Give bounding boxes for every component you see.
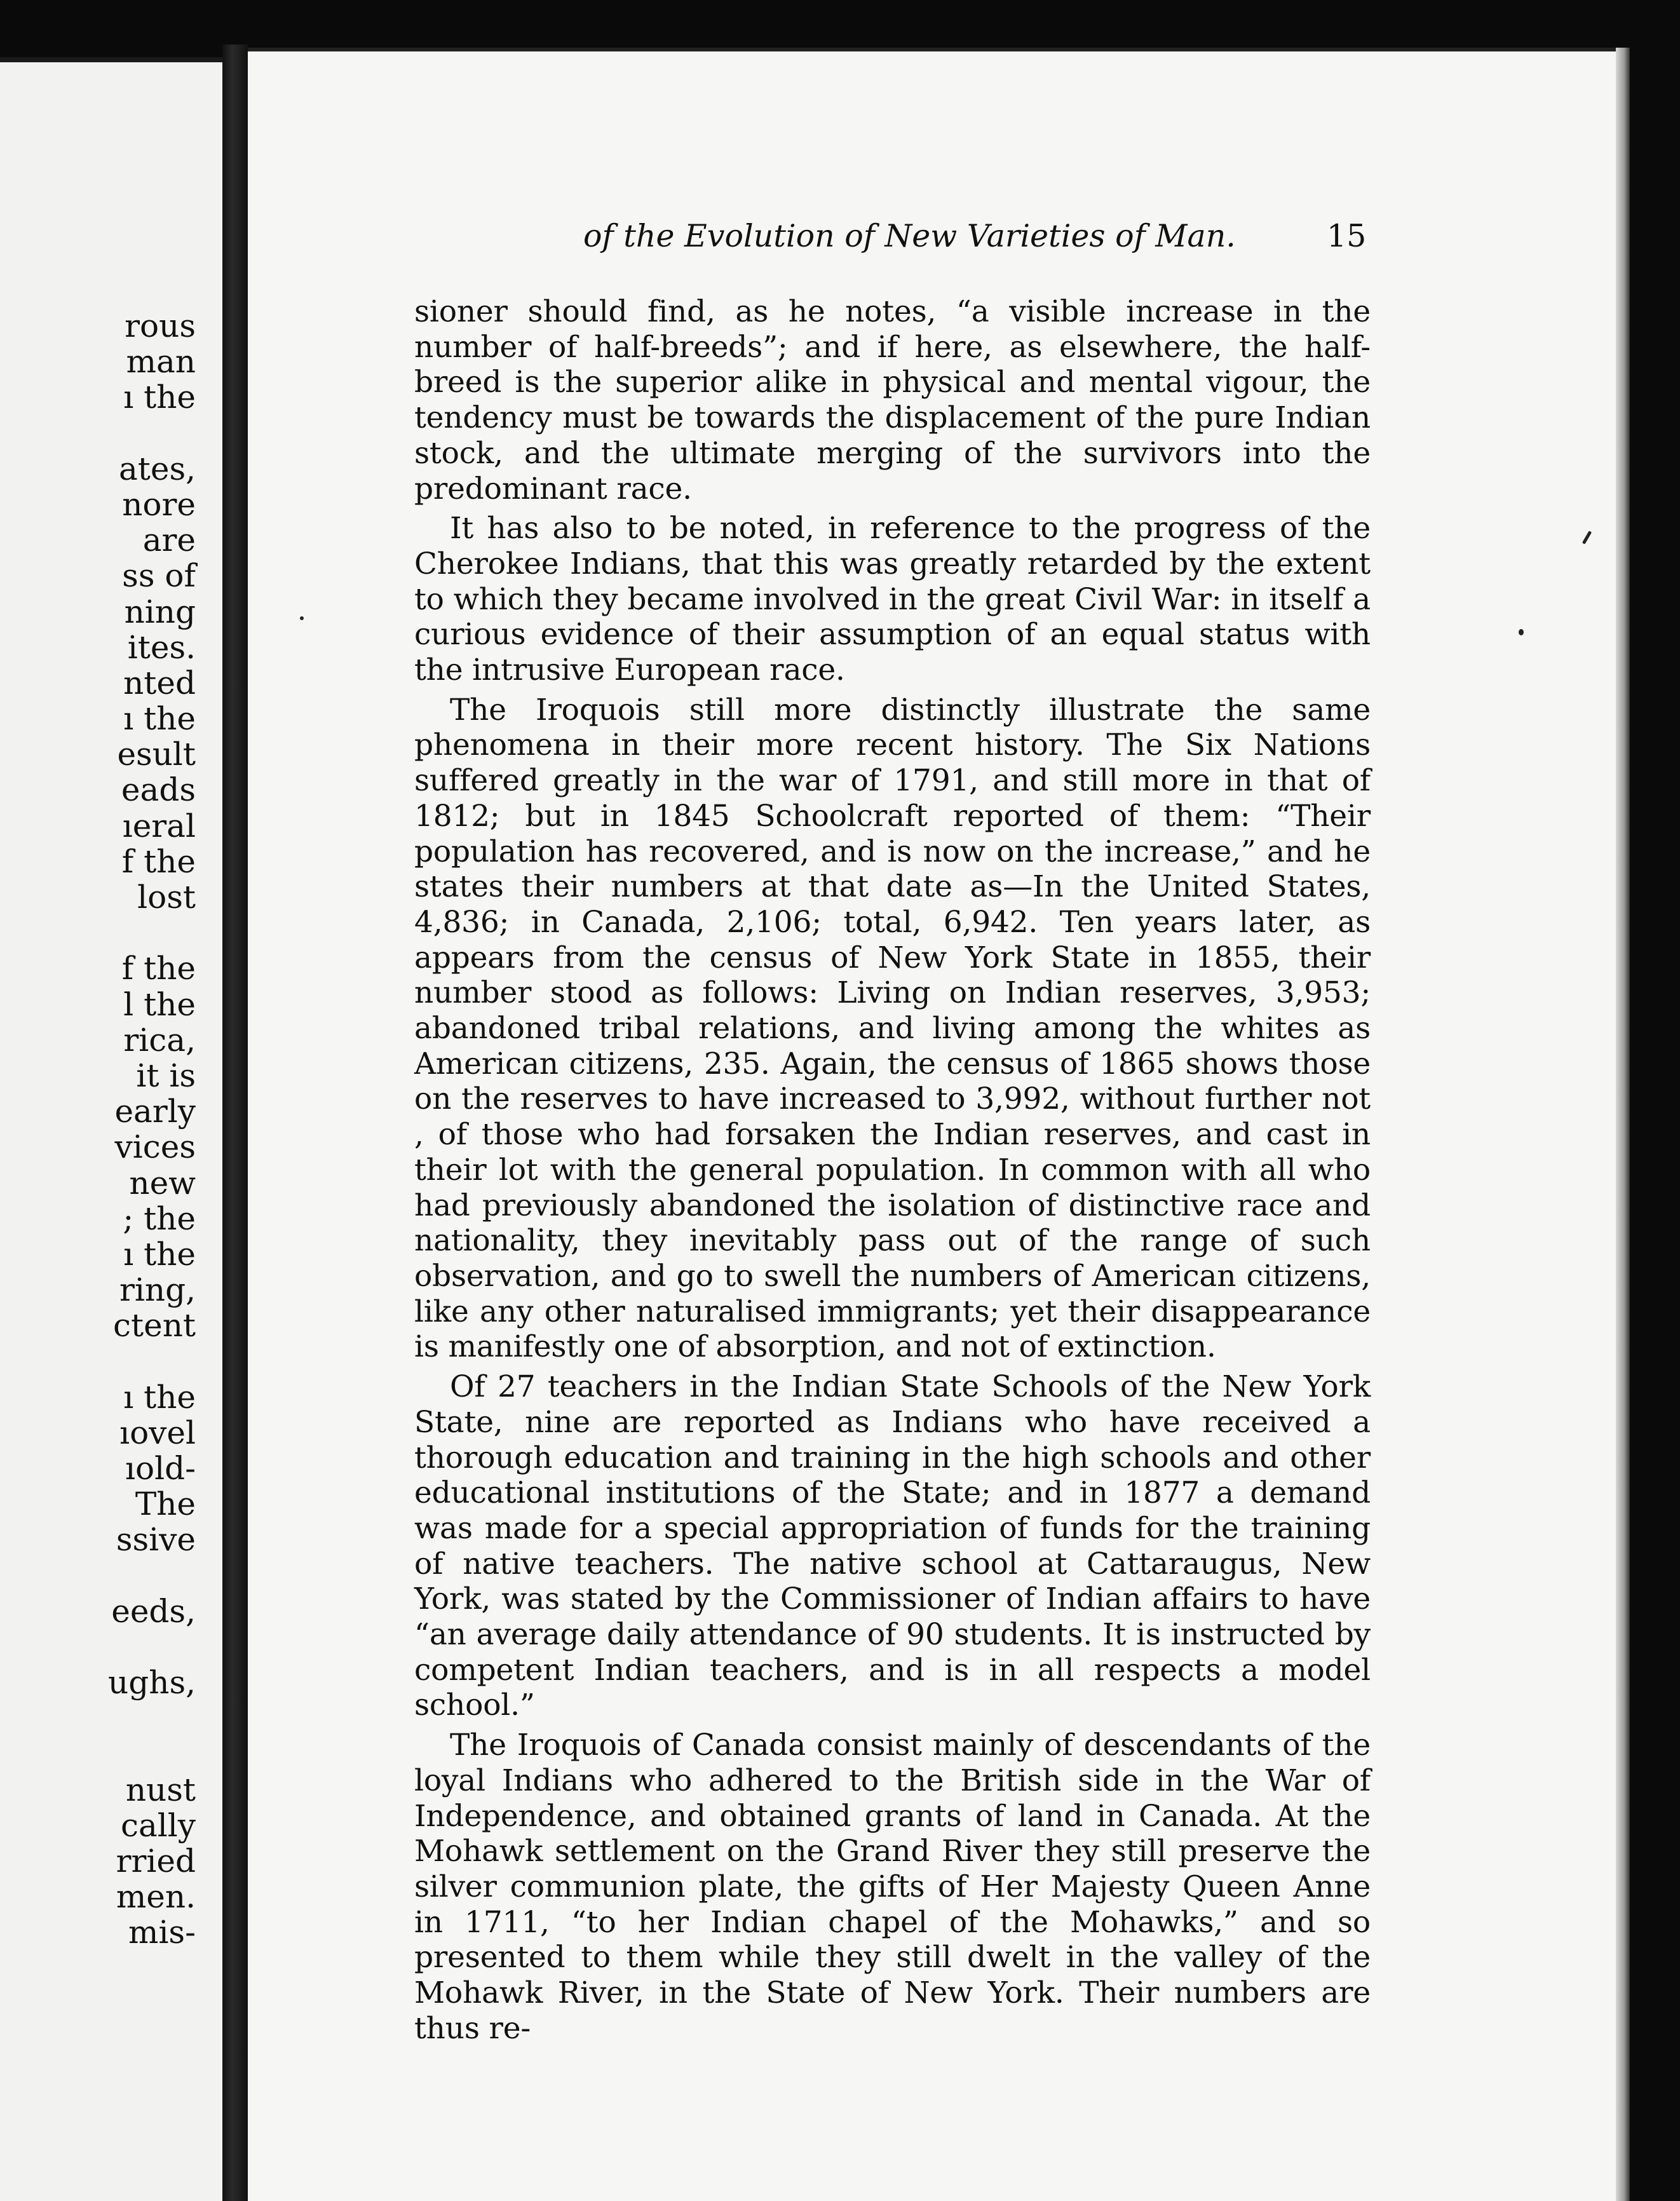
- left-page-line-fragment: ctent: [113, 1307, 196, 1344]
- left-page-line-fragment: ı the: [123, 379, 196, 416]
- left-page-line-fragment: it is: [136, 1057, 196, 1094]
- left-page-line-fragment: ates,: [118, 450, 196, 487]
- left-page-line-fragment: ring,: [119, 1271, 196, 1309]
- left-page-line-fragment: [108, 1737, 196, 1772]
- left-page-line-fragment: f the: [121, 843, 196, 880]
- right-page-fore-edge: [1616, 48, 1630, 2201]
- left-page-line-fragment: ughs,: [108, 1664, 196, 1702]
- left-page-top-edge: [0, 57, 222, 62]
- left-page-line-fragment: f the: [121, 950, 196, 987]
- paragraph-iroquois-canada: The Iroquois of Canada consist mainly of descendants of the loyal Indians who adhered to the British side in the War of Independence, and obtained grants of land in Canada. At the Mohawk settlement on the Grand River they still preserve the silver communion plate, the gifts of Her Majesty Queen Anne in 1711, “to her Indian chapel of the Mohawks,” and so presented to them while they still dwelt in the valley of the Mohawk River, in the State of New York. Their numbers are thus re-: [414, 1728, 1371, 2046]
- paragraph-indian-teachers: Of 27 teachers in the Indian State Schools of the New York State, nine are reported as Indians who have received a thorough education and training in the high schools and other educational institutions of the State; and in 1877 a demand was made for a special appropriation of funds for the training of native teachers. The native school at Cattaraugus, New York, was stated by the Commissioner of Indian affairs to have “an average daily attendance of 90 students. It is instructed by competent Indian teachers, and is in all respects a model school.”: [414, 1369, 1371, 1723]
- left-page-line-fragment: esult: [117, 736, 196, 773]
- left-page-line-fragment: rous: [125, 308, 196, 344]
- left-page-line-fragment: ıovel: [119, 1414, 196, 1451]
- left-page-line-fragment: ites.: [127, 628, 196, 666]
- left-page-line-fragment: ı the: [123, 1235, 196, 1273]
- left-page-line-fragment: ; the: [123, 1200, 196, 1237]
- left-page-line-fragment: ı the: [123, 1378, 196, 1416]
- right-page: [248, 48, 1630, 2201]
- left-page-line-fragment: [108, 416, 196, 451]
- left-page-line-fragment: [108, 1558, 196, 1594]
- left-page-line-fragment: men.: [116, 1878, 196, 1916]
- left-page-line-fragment: ssive: [116, 1521, 196, 1559]
- body-text: [414, 294, 1371, 2046]
- left-page-line-fragment: [108, 1629, 196, 1665]
- left-page-line-fragment: [108, 1700, 196, 1736]
- left-page-line-fragment: nore: [122, 485, 196, 523]
- left-page-line-fragment: ss of: [122, 557, 196, 595]
- left-page-line-fragment: The: [135, 1486, 196, 1523]
- left-page-line-fragment: nust: [125, 1771, 196, 1808]
- scan-speck: [300, 616, 304, 620]
- paragraph-cherokee-civil-war: It has also to be noted, in reference to the progress of the Cherokee Indians, that this was greatly retarded by the extent to which they became involved in the great Civil War: in itself a curious evidence of their assumption of an equal status with the intrusive European race.: [414, 511, 1371, 688]
- left-page-fragment: [0, 57, 222, 2201]
- right-page-top-edge: [248, 48, 1630, 51]
- left-page-line-fragment: eeds,: [111, 1592, 196, 1630]
- scan-speck: [1582, 531, 1592, 545]
- left-page-line-fragment: vices: [114, 1128, 196, 1166]
- left-page-line-fragment: lost: [137, 879, 196, 916]
- left-page-line-fragment: new: [129, 1164, 196, 1202]
- left-page-line-endings: [108, 308, 196, 1951]
- left-page-line-fragment: ning: [124, 593, 196, 630]
- left-page-line-fragment: mis-: [128, 1914, 196, 1951]
- left-page-line-fragment: rica,: [123, 1021, 196, 1059]
- paragraph-iroquois-population: The Iroquois still more distinctly illustrate the same phenomena in their more recent history. The Six Nations suffered greatly in the war of 1791, and still more in that of 1812; but in 1845 Schoolcraft reported of them: “Their population has recovered, and is now on the increase,” and he states their numbers at that date as—In the United States, 4,836; in Canada, 2,106; total, 6,942. Ten years later, as appears from the census of New York State in 1855, their number stood as follows: Living on Indian reserves, 3,953; abandoned tribal relations, and living among the whites as American citizens, 235. Again, the census of 1865 shows those on the reserves to have increased to 3,992, without further not , of those who had forsaken the Indian reserves, and cast in their lot with the general population. In common with all who had previously abandoned the isolation of distinctive race and nationality, they inevitably pass out of the range of such observation, and go to swell the numbers of American citizens, like any other naturalised immigrants; yet their disappearance is manifestly one of absorption, and not of extinction.: [414, 692, 1371, 1365]
- left-page-line-fragment: rried: [116, 1843, 196, 1880]
- page-number: 15: [1327, 218, 1367, 254]
- left-page-line-fragment: man: [126, 343, 196, 381]
- left-page-line-fragment: [108, 1343, 196, 1379]
- book-gutter: [222, 44, 248, 2201]
- left-page-line-fragment: l the: [123, 985, 196, 1023]
- left-page-line-fragment: ı the: [123, 700, 196, 738]
- left-page-line-fragment: are: [142, 522, 196, 559]
- left-page-line-fragment: cally: [120, 1806, 196, 1844]
- left-page-line-fragment: nted: [123, 664, 196, 701]
- paragraph-continuation: sioner should find, as he notes, “a visible increase in the number of half-breeds”; and if here, as elsewhere, the half-breed is the superior alike in physical and mental vigour, the tendency must be towards the displacement of the pure Indian stock, and the ultimate merging of the survivors into the predominant race.: [414, 294, 1371, 506]
- left-page-line-fragment: early: [114, 1093, 196, 1130]
- left-page-line-fragment: eads: [121, 771, 196, 809]
- scan-speck: [1519, 629, 1524, 635]
- left-page-line-fragment: [108, 915, 196, 951]
- running-title: of the Evolution of New Varieties of Man.: [583, 218, 1236, 254]
- left-page-line-fragment: ıeral: [122, 807, 196, 844]
- left-page-line-fragment: ıold-: [125, 1450, 196, 1487]
